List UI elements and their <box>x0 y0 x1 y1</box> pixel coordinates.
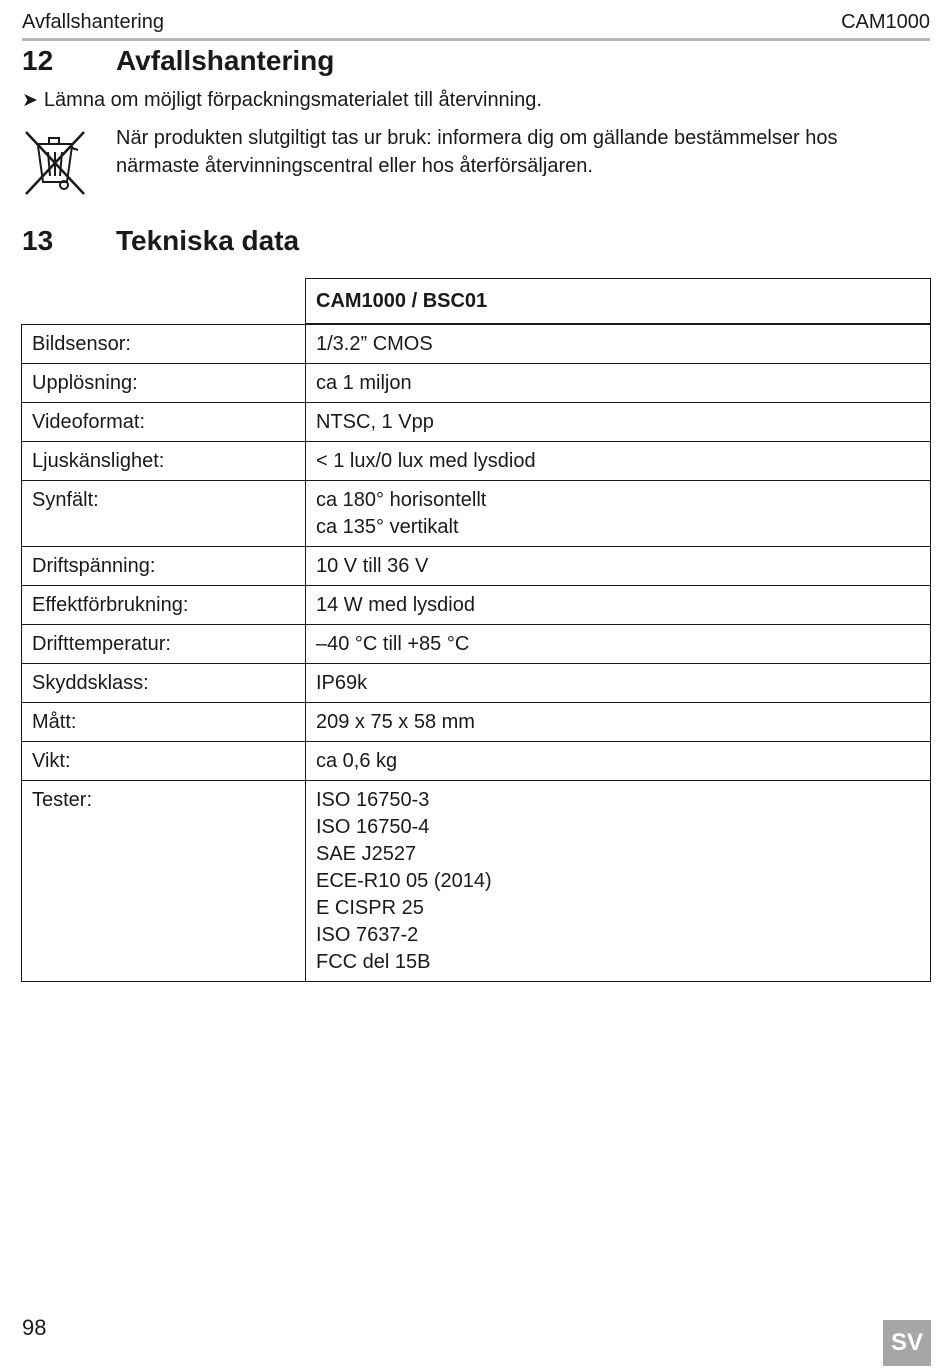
spec-value-cell <box>306 625 931 664</box>
spec-value-line: SAE J2527 <box>316 843 417 865</box>
spec-label-cell: Effektförbrukning: <box>22 586 306 625</box>
section-12-title: Avfallshantering <box>116 45 335 76</box>
spec-value-line: 209 x 75 x 58 mm <box>316 711 475 733</box>
spec-value-cell <box>306 547 931 586</box>
spec-label-cell: Upplösning: <box>22 364 306 403</box>
running-header <box>22 8 930 41</box>
packaging-bullet-text: Lämna om möjligt förpackningsmaterialet till återvinning. <box>43 89 542 111</box>
table-row <box>22 625 931 664</box>
spec-value-cell <box>306 586 931 625</box>
spec-label-cell: Vikt: <box>22 742 306 781</box>
spec-value-line: ISO 7637-2 <box>316 924 419 946</box>
crossed-out-wheelie-bin-icon <box>22 128 88 196</box>
technical-data-table <box>21 278 931 982</box>
spec-value-line: ECE-R10 05 (2014) <box>316 870 492 892</box>
spec-value-cell <box>306 403 931 442</box>
spec-label-cell: Videoformat: <box>22 403 306 442</box>
table-row <box>22 442 931 481</box>
section-13-title: Tekniska data <box>116 225 300 256</box>
spec-label-cell: Mått: <box>22 703 306 742</box>
table-header-empty-cell <box>22 279 306 325</box>
spec-value-cell <box>306 742 931 781</box>
spec-value-line: IP69k <box>316 672 368 694</box>
spec-label-cell: Synfält: <box>22 481 306 547</box>
page-number: 98 <box>22 1315 47 1340</box>
spec-label-cell: Skyddsklass: <box>22 664 306 703</box>
spec-value-line: 10 V till 36 V <box>316 555 429 577</box>
spec-value-line: FCC del 15B <box>316 951 431 973</box>
spec-label-cell: Driftspänning: <box>22 547 306 586</box>
table-row <box>22 703 931 742</box>
spec-value-cell <box>306 442 931 481</box>
spec-value-cell <box>306 324 931 364</box>
spec-label-cell: Bildsensor: <box>22 324 306 364</box>
spec-value-line: < 1 lux/0 lux med lysdiod <box>316 450 536 472</box>
language-tab: SV <box>883 1320 931 1366</box>
spec-value-line: 14 W med lysdiod <box>316 594 475 616</box>
table-row <box>22 664 931 703</box>
spec-label-cell: Ljuskänslighet: <box>22 442 306 481</box>
table-row <box>22 742 931 781</box>
spec-value-cell <box>306 781 931 982</box>
spec-value-line: ca 180° horisontellt <box>316 489 487 511</box>
table-row <box>22 324 931 364</box>
spec-label-cell: Drifttemperatur: <box>22 625 306 664</box>
disposal-instruction: När produkten slutgiltigt tas ur bruk: informera dig om gällande bestämmelser hos närmaste återvinningscentral eller hos återförsäljaren. <box>116 127 838 177</box>
spec-value-cell <box>306 703 931 742</box>
table-row <box>22 586 931 625</box>
header-section-name: Avfallshantering <box>22 11 164 33</box>
arrow-bullet-icon: ➤ <box>22 90 38 111</box>
spec-value-cell <box>306 664 931 703</box>
spec-value-line: NTSC, 1 Vpp <box>316 411 434 433</box>
section-12-number: 12 <box>22 45 54 76</box>
spec-value-line: ca 0,6 kg <box>316 750 398 772</box>
spec-value-line: ISO 16750-3 <box>316 789 430 811</box>
spec-value-line: ISO 16750-4 <box>316 816 430 838</box>
table-row <box>22 781 931 982</box>
table-header-model: CAM1000 / BSC01 <box>306 279 931 325</box>
table-header-row <box>22 279 931 325</box>
spec-value-cell <box>306 364 931 403</box>
spec-value-line: –40 °C till +85 °C <box>316 633 470 655</box>
section-13-number: 13 <box>22 225 54 256</box>
table-row <box>22 364 931 403</box>
header-product-name: CAM1000 <box>841 11 930 33</box>
table-row <box>22 403 931 442</box>
spec-value-line: E CISPR 25 <box>316 897 424 919</box>
spec-value-line: ca 1 miljon <box>316 372 412 394</box>
spec-value-line: 1/3.2” CMOS <box>316 333 433 355</box>
table-body <box>22 324 931 982</box>
spec-value-line: ca 135° vertikalt <box>316 516 459 538</box>
spec-label-cell: Tester: <box>22 781 306 982</box>
table-row <box>22 481 931 547</box>
packaging-bullet <box>22 86 542 115</box>
table-row <box>22 547 931 586</box>
spec-value-cell <box>306 481 931 547</box>
